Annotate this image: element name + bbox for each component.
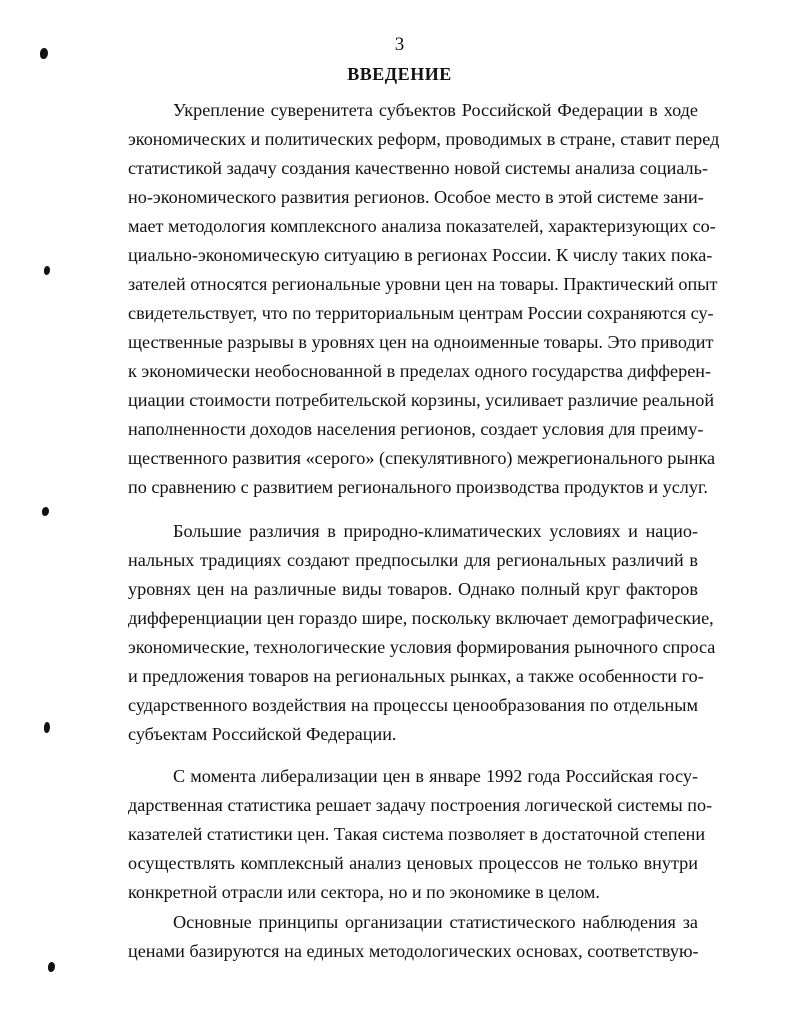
text-line: ценами базируются на единых методологических основах, соответствую- xyxy=(128,941,699,961)
text-line: осуществлять комплексный анализ ценовых процессов не только внутри xyxy=(128,853,698,873)
text-line: экономические, технологические условия формирования рыночного спроса xyxy=(128,637,716,657)
text-line: Основные принципы организации статистического наблюдения за xyxy=(173,912,698,932)
punch-mark xyxy=(48,962,55,972)
text-line: экономических и политических реформ, проводимых в стране, ставит перед xyxy=(128,129,720,149)
text-line: свидетельствует, что по территориальным центрам России сохраняются су- xyxy=(128,303,714,323)
text-line: циально-экономическую ситуацию в регионах России. К числу таких пока- xyxy=(128,245,713,265)
text-line: Укрепление суверенитета субъектов Российской Федерации в ходе xyxy=(173,100,698,120)
section-heading: ВВЕДЕНИЕ xyxy=(347,64,452,84)
text-line: уровнях цен на различные виды товаров. Однако полный круг факторов xyxy=(128,579,698,599)
text-line: казателей статистики цен. Такая система позволяет в достаточной степени xyxy=(128,824,706,844)
page-number: 3 xyxy=(394,34,405,55)
text-line: статистикой задачу создания качественно новой системы анализа социаль- xyxy=(128,158,708,178)
text-line: конкретной отрасли или сектора, но и по экономике в целом. xyxy=(128,882,600,902)
text-line: С момента либерализации цен в январе 1992 года Российская госу- xyxy=(173,766,698,786)
text-line: по сравнению с развитием регионального производства продуктов и услуг. xyxy=(128,477,708,497)
punch-mark xyxy=(44,722,50,733)
text-line: Большие различия в природно-климатических условиях и нацио- xyxy=(173,521,698,541)
text-line: зателей относятся региональные уровни цен на товары. Практический опыт xyxy=(128,274,718,294)
punch-mark xyxy=(42,507,49,516)
text-line: мает методология комплексного анализа показателей, характеризующих со- xyxy=(128,216,716,236)
text-line: щественного развития «серого» (спекулятивного) межрегионального рынка xyxy=(128,448,716,468)
text-line: наполненности доходов населения регионов, создает условия для преиму- xyxy=(128,419,704,439)
text-line: к экономически необоснованной в пределах одного государства дифферен- xyxy=(128,361,712,381)
text-line: щественные разрывы в уровнях цен на одноименные товары. Это приводит xyxy=(128,332,714,352)
text-line: дарственная статистика решает задачу построения логической системы по- xyxy=(128,795,713,815)
punch-mark xyxy=(44,266,50,275)
text-line: дифференциации цен гораздо шире, поскольку включает демографические, xyxy=(128,608,714,628)
text-line: сударственного воздействия на процессы ценообразования по отдельным xyxy=(128,695,698,715)
text-line: нальных традициях создают предпосылки для региональных различий в xyxy=(128,550,698,570)
text-line: субъектам Российской Федерации. xyxy=(128,724,397,744)
punch-mark xyxy=(40,48,48,59)
text-line: циации стоимости потребительской корзины, усиливает различие реальной xyxy=(128,390,715,410)
text-line: но-экономического развития регионов. Особое место в этой системе зани- xyxy=(128,187,704,207)
text-line: и предложения товаров на региональных рынках, а также особенности го- xyxy=(128,666,704,686)
